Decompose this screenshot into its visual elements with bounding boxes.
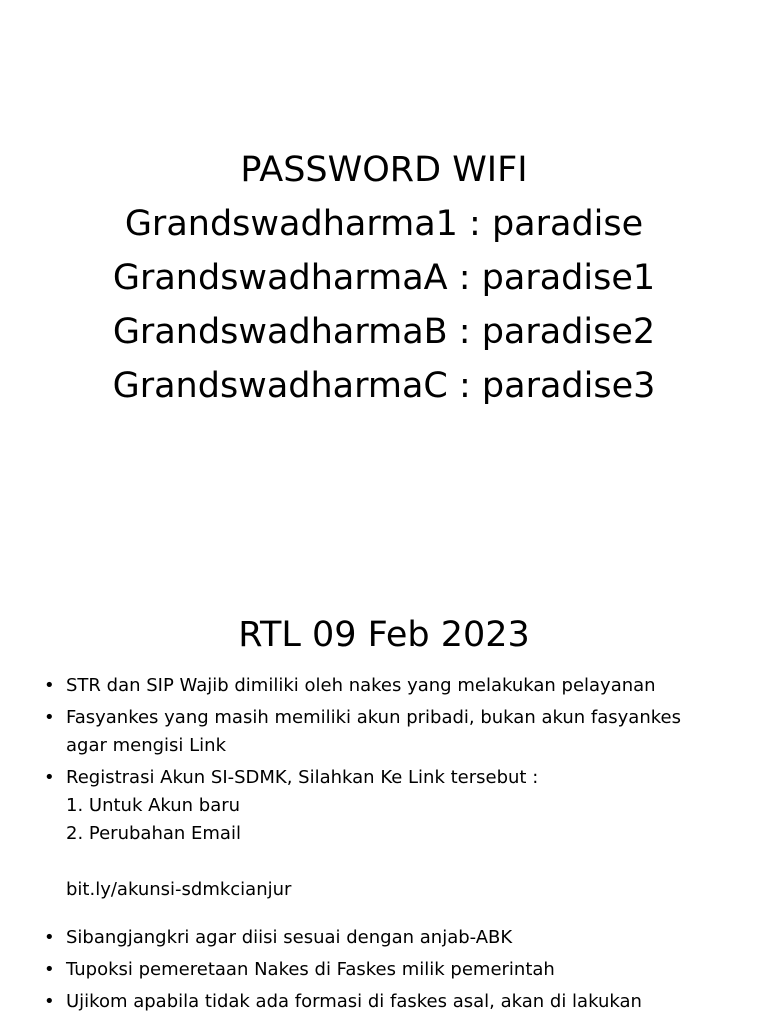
list-item — [44, 672, 744, 700]
wifi-line-4: GrandswadharmaC : paradise3 — [112, 366, 656, 406]
bullet-text: Sibangjangkri agar diisi sesuai dengan anjab-ABK — [66, 927, 513, 948]
bullet-text: agar mengisi Link — [66, 735, 227, 756]
list-item — [44, 704, 744, 760]
wifi-line-3: GrandswadharmaB : paradise2 — [112, 312, 656, 352]
registration-link[interactable]: bit.ly/akunsi-sdmkcianjur — [66, 879, 292, 900]
bullet-icon: • — [44, 991, 55, 1012]
wifi-password-slide — [0, 143, 768, 413]
list-item — [44, 988, 744, 1016]
list-item — [44, 764, 744, 904]
wifi-line-1: Grandswadharma1 : paradise — [124, 204, 644, 244]
bullet-subitem: 1. Untuk Akun baru — [66, 795, 241, 816]
wifi-slide-title: PASSWORD WIFI — [240, 150, 528, 190]
rtl-slide-title: RTL 09 Feb 2023 — [238, 615, 530, 655]
blank-line — [66, 848, 744, 876]
bullet-text: Ujikom apabila tidak ada formasi di faskes asal, akan di lakukan — [66, 991, 642, 1012]
bullet-icon: • — [44, 707, 55, 728]
bullet-icon: • — [44, 675, 55, 696]
wifi-line-2: GrandswadharmaA : paradise1 — [112, 258, 656, 298]
bullet-subitem: 2. Perubahan Email — [66, 823, 241, 844]
bullet-icon: • — [44, 927, 55, 948]
bullet-icon: • — [44, 959, 55, 980]
rtl-bullet-list — [44, 672, 744, 1020]
bullet-text: Fasyankes yang masih memiliki akun pribadi, bukan akun fasyankes — [66, 707, 681, 728]
bullet-text: Tupoksi pemeretaan Nakes di Faskes milik pemerintah — [66, 959, 555, 980]
bullet-text: STR dan SIP Wajib dimiliki oleh nakes yang melakukan pelayanan — [66, 675, 656, 696]
list-item — [44, 924, 744, 952]
bullet-text: Registrasi Akun SI-SDMK, Silahkan Ke Link tersebut : — [66, 767, 539, 788]
bullet-icon: • — [44, 767, 55, 788]
list-item — [44, 956, 744, 984]
